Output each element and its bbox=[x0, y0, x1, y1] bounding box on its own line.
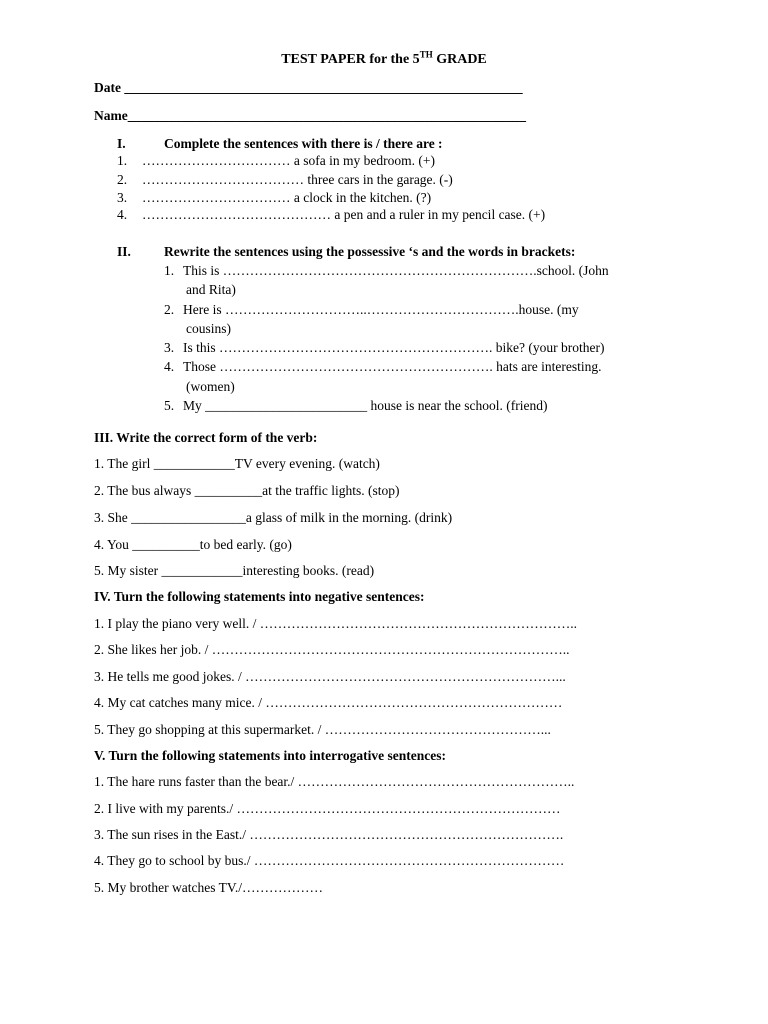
s5-item: 1. The hare runs faster than the bear./ …………………………………………………….. bbox=[94, 774, 575, 789]
name-line: Name___________________________________________________________ bbox=[94, 108, 526, 123]
title-prefix: TEST PAPER for the 5 bbox=[281, 52, 420, 67]
s1-item-number: 3. bbox=[117, 190, 128, 205]
s2-item-number: 5. bbox=[164, 398, 175, 413]
s3-item: 1. The girl ____________TV every evening. (watch) bbox=[94, 456, 380, 471]
title-superscript: TH bbox=[419, 49, 433, 60]
s5-item: 2. I live with my parents./ ……………………………………………………………… bbox=[94, 801, 561, 816]
date-line: Date ___________________________________________________________ bbox=[94, 80, 523, 95]
s3-item: 5. My sister ____________interesting books. (read) bbox=[94, 563, 375, 578]
section-2-heading: Rewrite the sentences using the possessive ‘s and the words in brackets: bbox=[164, 244, 576, 259]
s5-item: 5. My brother watches TV./……………… bbox=[94, 880, 323, 895]
s2-item-number: 1. bbox=[164, 263, 175, 278]
s1-item-number: 2. bbox=[117, 172, 128, 187]
s5-item: 4. They go to school by bus./ …………………………………………………………… bbox=[94, 853, 565, 868]
s2-item-text: My ________________________ house is near the school. (friend) bbox=[183, 398, 548, 413]
section-1-number: I. bbox=[117, 136, 126, 151]
s2-item-continuation: and Rita) bbox=[186, 282, 236, 297]
s1-item-text: …………………………… a clock in the kitchen. (?) bbox=[142, 190, 432, 205]
section-3-heading: III. Write the correct form of the verb: bbox=[94, 430, 318, 445]
s2-item-text: Is this ……………………………………………………. bike? (your brother) bbox=[183, 340, 605, 355]
section-4-heading: IV. Turn the following statements into negative sentences: bbox=[94, 589, 425, 604]
s2-item-continuation: cousins) bbox=[186, 321, 231, 336]
page-title bbox=[0, 49, 768, 68]
s3-item: 2. The bus always __________at the traffic lights. (stop) bbox=[94, 483, 400, 498]
s1-item-text: ……………………………… three cars in the garage. (-) bbox=[142, 172, 453, 187]
s1-item-number: 4. bbox=[117, 207, 128, 222]
s4-item: 3. He tells me good jokes. / ……………………………………………………………... bbox=[94, 669, 566, 684]
s3-item: 4. You __________to bed early. (go) bbox=[94, 537, 292, 552]
s1-item-text: …………………………………… a pen and a ruler in my pencil case. (+) bbox=[142, 207, 546, 222]
s2-item-number: 2. bbox=[164, 302, 175, 317]
s2-item-number: 3. bbox=[164, 340, 175, 355]
s2-item-number: 4. bbox=[164, 359, 175, 374]
section-2-number: II. bbox=[117, 244, 131, 259]
s2-item-text: This is …………………………………………………………….school. (John bbox=[183, 263, 609, 278]
s1-item-number: 1. bbox=[117, 153, 128, 168]
s1-item-text: …………………………… a sofa in my bedroom. (+) bbox=[142, 153, 435, 168]
s3-item: 3. She _________________a glass of milk in the morning. (drink) bbox=[94, 510, 453, 525]
s4-item: 4. My cat catches many mice. / ………………………………………………………… bbox=[94, 695, 563, 710]
s2-item-text: Those ……………………………………………………. hats are interesting. bbox=[183, 359, 602, 374]
title-suffix: GRADE bbox=[432, 52, 487, 67]
s4-item: 5. They go shopping at this supermarket. / …………………………………………... bbox=[94, 722, 551, 737]
s5-item: 3. The sun rises in the East./ ……………………………………………………………. bbox=[94, 827, 564, 842]
s2-item-text: Here is …………………………..…………………………….house. (my bbox=[183, 302, 579, 317]
s4-item: 1. I play the piano very well. / …………………………………………………………….. bbox=[94, 616, 577, 631]
section-1-heading: Complete the sentences with there is / there are : bbox=[164, 136, 443, 151]
section-5-heading: V. Turn the following statements into interrogative sentences: bbox=[94, 748, 446, 763]
s4-item: 2. She likes her job. / …………………………………………………………………….. bbox=[94, 642, 570, 657]
s2-item-continuation: (women) bbox=[186, 379, 235, 394]
